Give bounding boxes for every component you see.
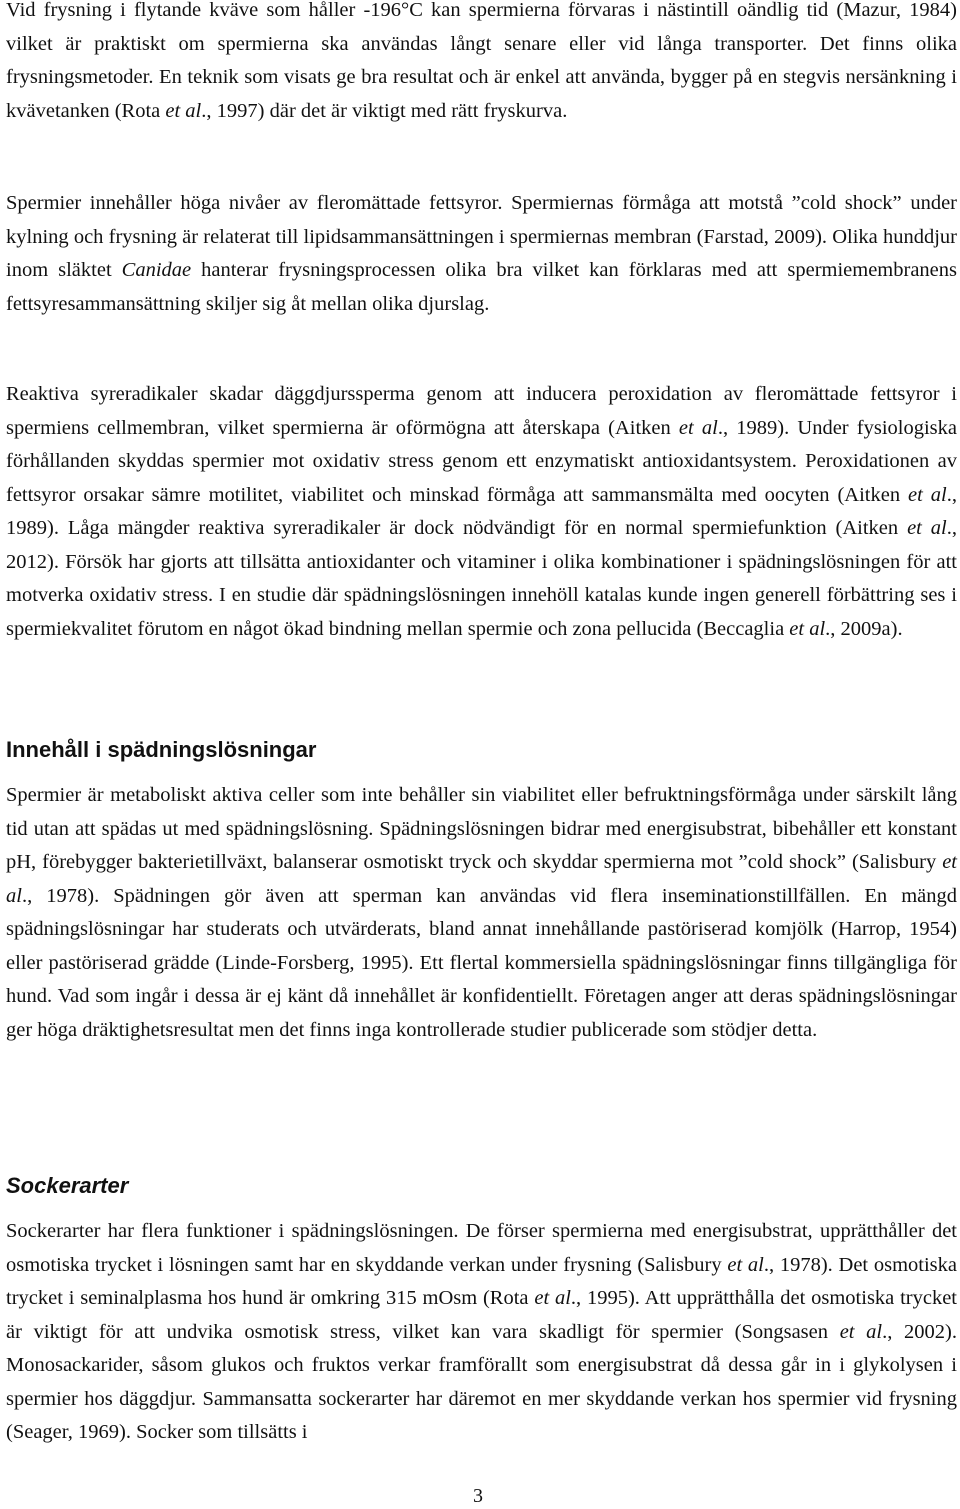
paragraph-oxygen-radicals: Reaktiva syreradikaler skadar däggdjurssperma genom att inducera peroxidation av fleromättade fettsyror i spermiens cellmembran, vilket spermierna är oförmögna att återskapa (Aitken et al., 1989). Under fysiologiska förhållanden skyddas spermier mot oxidativ stress genom ett enzymatiskt antioxidantsystem. Peroxidationen av fettsyror orsakar sämre motilitet, viabilitet och minskad förmåga att sammansmälta med oocyten (Aitken et al., 1989). Låga mängder reaktiva syreradikaler är dock nödvändigt för en normal spermiefunktion (Aitken et al., 2012). Försök har gjorts att tillsätta antioxidanter och vitaminer i olika kombinationer i spädningslösningen för att motverka oxidativ stress. I en studie där spädningslösningen innehöll katalas kunde ingen generell förbättring ses i spermiekvalitet förutom en något ökad bindning mellan spermie och zona pellucida (Beccaglia et al., 2009a). [6,383,958,640]
heading-sugars: Sockerarter [6,1173,129,1198]
paragraph-freezing: Vid frysning i flytande kväve som håller -196°C kan spermierna förvaras i nästintill oändlig tid (Mazur, 1984) vilket är praktiskt om spermierna ska användas långt senare eller vid långa transporter. Det finns olika frysningsmetoder. En teknik som visats ge bra resultat och är enkel att använda, bygger på en stegvis nersänkning i kvävetanken (Rota et al., 1997) där det är viktigt med rätt fryskurva. [6,0,957,122]
document-page [6,0,957,1509]
paragraph-sugars: Sockerarter har flera funktioner i spädningslösningen. De förser spermierna med energisubstrat, upprätthåller det osmotiska trycket i lösningen samt har en skyddande verkan under frysning (Salisbury et al., 1978). Det osmotiska trycket i seminalplasma hos hund är omkring 315 mOsm (Rota et al., 1995). Att upprätthålla det osmotiska trycket är viktigt för att undvika osmotisk stress, vilket kan vara skadligt för spermier (Songsasen et al., 2002). Monosackarider, såsom glukos och fruktos verkar framförallt som energisubstrat då dessa går in i glykolysen i spermier hos däggdjur. Sammansatta sockerarter har däremot en mer skyddande verkan hos spermier vid frysning (Seager, 1969). Socker som tillsätts i [6,1220,958,1443]
heading-diluent-contents: Innehåll i spädningslösningar [6,737,317,762]
page-number: 3 [473,1485,483,1507]
paragraph-fatty-acids: Spermier innehåller höga nivåer av fleromättade fettsyror. Spermiernas förmåga att motstå ”cold shock” under kylning och frysning är relaterat till lipidsammansättningen i spermiernas membran (Farstad, 2009). Olika hunddjur inom släktet Canidae hanterar frysningsprocessen olika bra vilket kan förklaras med att spermiemembranens fettsyresammansättning skiljer sig åt mellan olika djurslag. [6,192,958,315]
paragraph-diluent: Spermier är metaboliskt aktiva celler som inte behåller sin viabilitet eller befruktningsförmåga under särskilt lång tid utan att spädas ut med spädningslösning. Spädningslösningen bidrar med energisubstrat, bibehåller ett konstant pH, förebygger bakterietillväxt, balanserar osmotiskt tryck och skyddar spermierna mot ”cold shock” (Salisbury et al., 1978). Spädningen gör även att sperman kan användas vid flera inseminationstillfällen. En mängd spädningslösningar har studerats och utvärderats, bland annat innehållande pastöriserad komjölk (Harrop, 1954) eller pastöriserad grädde (Linde-Forsberg, 1995). Ett flertal kommersiella spädningslösningar finns tillgängliga för hund. Vad som ingår i dessa är ej känt då innehållet är konfidentiellt. Företagen anger att deras spädningslösningar ger höga dräktighetsresultat men det finns inga kontrollerade studier publicerade som stödjer detta. [6,784,957,1041]
